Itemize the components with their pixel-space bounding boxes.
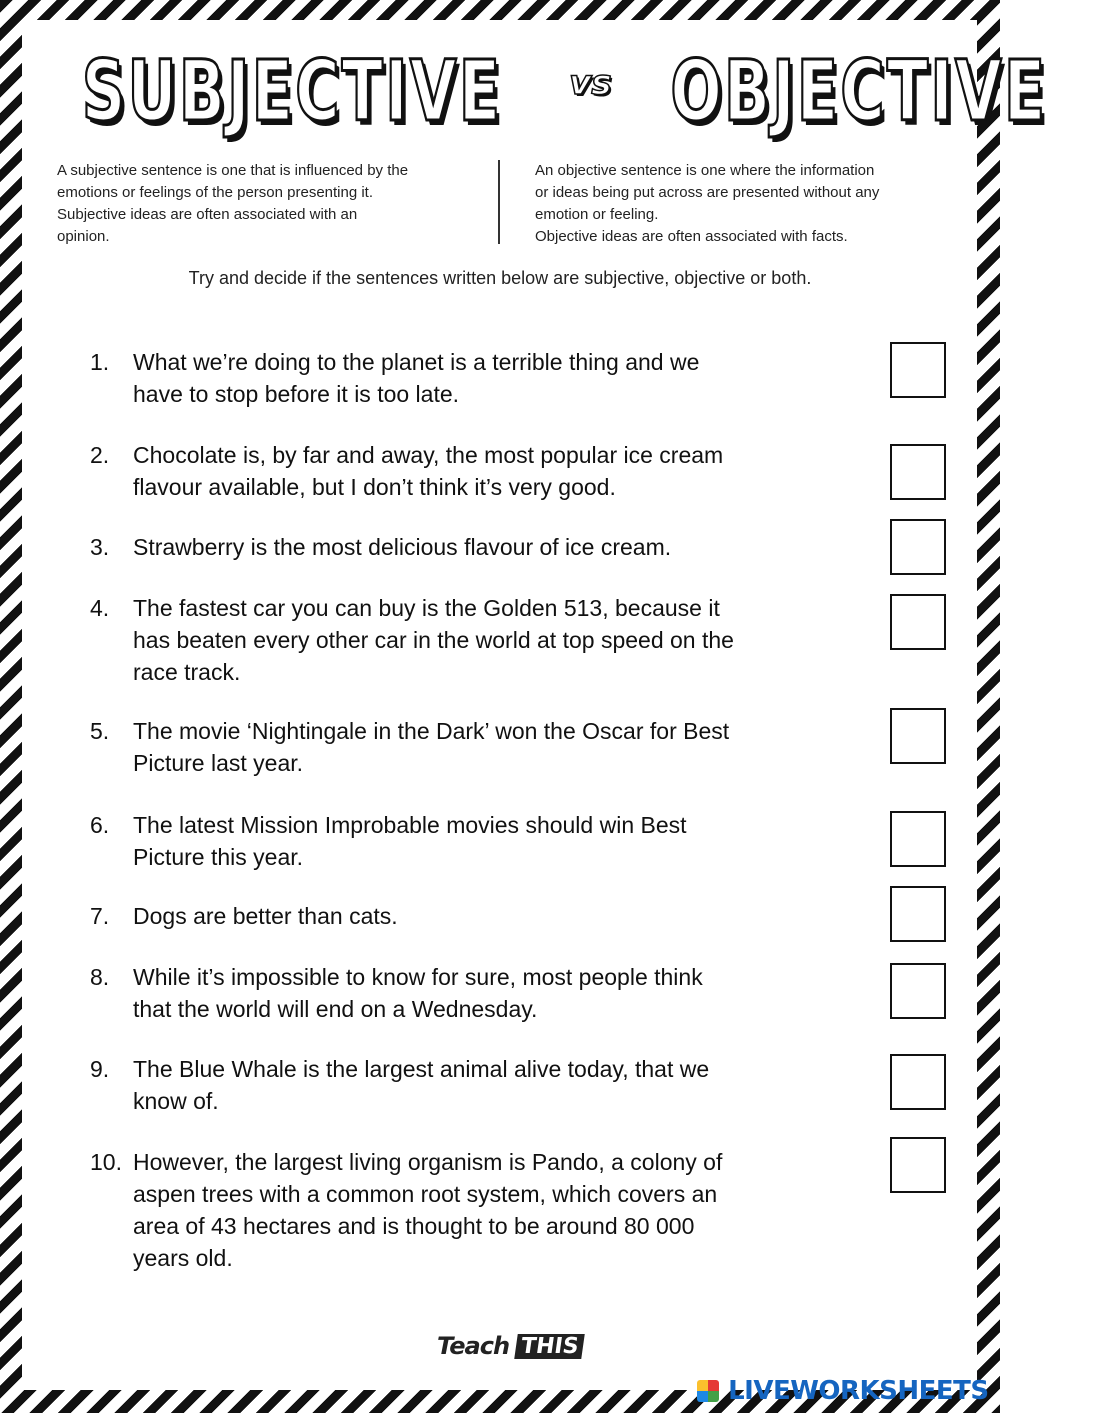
question-line: The Blue Whale is the largest animal alive today, that we	[133, 1056, 710, 1082]
question-number: 7.	[90, 903, 110, 929]
title-subjective: SUBJECTIVE	[81, 42, 503, 140]
subjective-definition	[57, 160, 477, 248]
question-text	[133, 900, 813, 932]
definition-divider	[498, 160, 500, 244]
question-line: What we’re doing to the planet is a terrible thing and we	[133, 349, 700, 375]
question-line: that the world will end on a Wednesday.	[133, 996, 538, 1022]
definition-line: Subjective ideas are often associated with an	[57, 206, 358, 223]
answer-box-7[interactable]	[890, 886, 946, 942]
question-line: The latest Mission Improbable movies should win Best	[133, 812, 687, 838]
answer-box-1[interactable]	[890, 342, 946, 398]
question-text	[133, 531, 813, 563]
question-text	[133, 439, 813, 503]
logo-teach-text: Teach	[437, 1332, 510, 1360]
question-line: area of 43 hectares and is thought to be around 80 000	[133, 1213, 695, 1239]
title-objective: OBJECTIVE	[669, 42, 1047, 140]
question-text	[133, 961, 813, 1025]
question-text	[133, 809, 813, 873]
question-line: Picture last year.	[133, 750, 304, 776]
question-line: aspen trees with a common root system, which covers an	[133, 1181, 718, 1207]
question-text	[133, 1053, 813, 1117]
question-text	[133, 592, 813, 688]
definition-line: Objective ideas are often associated with facts.	[535, 228, 848, 245]
watermark-text: LIVEWORKSHEETS	[728, 1376, 989, 1406]
answer-box-4[interactable]	[890, 594, 946, 650]
teach-this-logo	[437, 1332, 584, 1372]
question-line: Dogs are better than cats.	[133, 903, 398, 929]
instruction-text: Try and decide if the sentences written below are subjective, objective or both.	[188, 268, 812, 288]
question-number: 9.	[90, 1056, 110, 1082]
answer-box-6[interactable]	[890, 811, 946, 867]
question-line: has beaten every other car in the world at top speed on the	[133, 627, 734, 653]
question-number: 8.	[90, 964, 110, 990]
question-line: years old.	[133, 1245, 233, 1271]
answer-box-10[interactable]	[890, 1137, 946, 1193]
answer-box-8[interactable]	[890, 963, 946, 1019]
question-line: have to stop before it is too late.	[133, 381, 460, 407]
logo-this-text: THIS	[514, 1334, 585, 1359]
question-line: While it’s impossible to know for sure, most people think	[133, 964, 703, 990]
question-number: 1.	[90, 349, 110, 375]
liveworksheets-logo-icon	[697, 1380, 719, 1402]
answer-box-5[interactable]	[890, 708, 946, 764]
question-text	[133, 715, 813, 779]
definition-line: An objective sentence is one where the information	[535, 162, 875, 179]
question-line: Chocolate is, by far and away, the most popular ice cream	[133, 442, 724, 468]
definition-line: A subjective sentence is one that is influenced by the	[57, 162, 409, 179]
question-line: Picture this year.	[133, 844, 304, 870]
objective-definition	[535, 160, 955, 248]
question-text	[133, 346, 813, 410]
question-number: 4.	[90, 595, 110, 621]
answer-box-3[interactable]	[890, 519, 946, 575]
definition-line: or ideas being put across are presented without any	[535, 184, 880, 201]
answer-box-2[interactable]	[890, 444, 946, 500]
question-text	[133, 1146, 813, 1274]
question-number: 3.	[90, 534, 110, 560]
question-number: 2.	[90, 442, 110, 468]
worksheet-title	[0, 36, 1047, 146]
question-line: The fastest car you can buy is the Golden 513, because it	[133, 595, 720, 621]
question-line: The movie ‘Nightingale in the Dark’ won the Oscar for Best	[133, 718, 730, 744]
definition-line: emotion or feeling.	[535, 206, 659, 223]
question-line: race track.	[133, 659, 241, 685]
title-vs: vs	[569, 63, 612, 103]
definition-line: emotions or feelings of the person presenting it.	[57, 184, 374, 201]
answer-box-9[interactable]	[890, 1054, 946, 1110]
question-line: However, the largest living organism is Pando, a colony of	[133, 1149, 723, 1175]
liveworksheets-watermark	[697, 1376, 989, 1408]
question-number: 10.	[90, 1149, 122, 1175]
question-number: 6.	[90, 812, 110, 838]
question-line: Strawberry is the most delicious flavour of ice cream.	[133, 534, 672, 560]
question-line: know of.	[133, 1088, 219, 1114]
question-number: 5.	[90, 718, 110, 744]
question-line: flavour available, but I don’t think it’s very good.	[133, 474, 616, 500]
definition-line: opinion.	[57, 228, 110, 245]
